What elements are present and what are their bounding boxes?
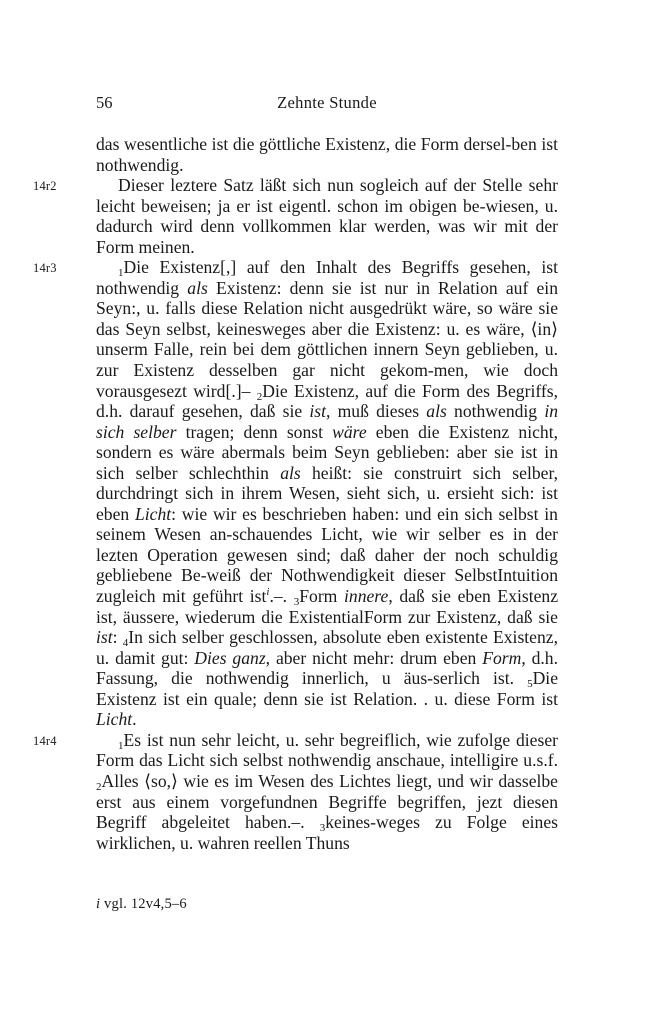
text-segment: heißt: sie construirt sich selber, durchdringt sich in ihrem Wesen, sieht sich, u. ersieht sich: ist eben <box>96 462 558 524</box>
text-segment: Form <box>299 586 345 607</box>
margin-reference: 14r3 <box>33 261 57 276</box>
running-title: Zehnte Stunde <box>277 93 377 112</box>
emphasis: Form <box>482 647 522 668</box>
text-segment: Die Existenz ist ein quale; denn sie ist Relation. . u. diese Form ist <box>96 668 558 709</box>
sentence-number: 5 <box>527 678 533 691</box>
text-segment: tragen; denn sonst <box>176 421 333 442</box>
paragraph-4 <box>33 729 558 853</box>
emphasis: ist <box>309 401 326 422</box>
page-number: 56 <box>96 93 113 112</box>
emphasis: Licht <box>134 503 172 524</box>
text-segment: das wesentliche ist die göttliche Existenz, die Form dersel-ben ist nothwendig. <box>96 134 558 175</box>
text-segment: In sich selber geschlossen, absolute eben existente Existenz, u. damit gut: <box>96 627 558 668</box>
emphasis: Licht <box>96 709 133 730</box>
margin-reference: 14r4 <box>33 733 57 748</box>
paragraph-3 <box>33 257 559 730</box>
text-segment: , aber nicht mehr: drum eben <box>265 647 483 668</box>
emphasis: innere <box>344 586 389 607</box>
page-header <box>96 93 558 117</box>
margin-reference: 14r2 <box>33 179 57 194</box>
text-segment: Es ist nun sehr leicht, u. sehr begreiflich, wie zufolge dieser Form das Licht sich selbst nothwendig anschaue, intelligire u.s.f. <box>96 729 558 771</box>
sentence-number: 1 <box>118 267 124 280</box>
sentence-number: 2 <box>96 780 102 793</box>
text-segment: Die Existenz, auf die Form des Begriffs, d.h. darauf gesehen, daß sie <box>96 380 558 422</box>
emphasis: als <box>187 277 208 298</box>
text-segment: , d.h. Fassung, die nothwendig innerlich, u äus-serlich ist. <box>96 647 559 689</box>
footnote <box>96 896 187 913</box>
sentence-number: 2 <box>256 390 263 403</box>
text-segment: , daß sie eben Existenz ist, äussere, wiederum die ExistentialForm zur Existenz, daß sie <box>96 586 559 627</box>
emphasis: in sich selber <box>96 401 558 442</box>
emphasis: ist <box>96 627 113 648</box>
text-segment: . <box>132 709 137 730</box>
footnote-text: vgl. 12v4,5–6 <box>100 896 187 912</box>
text-segment: keines-weges zu Folge eines wirklichen, u. wahren reellen Thuns <box>96 812 558 853</box>
text-segment: : wie wir es beschrieben haben: und ein sich selbst in seinem Wesen an-schauendes Licht, wie wir selber es in der lezten Operation gewesen sind; daß daher der noch schuldig gebliebene Be-weiß der Nothwendigkeit dieser SelbstIntuition zugleich mit geführt ist <box>96 503 558 607</box>
sentence-number: 1 <box>118 739 124 752</box>
text-segment: Die Existenz[,] auf den Inhalt des Begriffs gesehen, ist nothwendig <box>96 257 558 298</box>
emphasis: Dies ganz <box>194 647 266 668</box>
emphasis: als <box>426 401 447 422</box>
text-segment: Existenz: denn sie ist nur in Relation auf ein Seyn:, u. falls diese Relation nicht ausgedrükt wäre, so wäre sie das Seyn selbst, keinesweges aber die Existenz: u. es wäre, ⟨in⟩ unserm Falle, rein bei dem göttlichen innern Seyn geblieben, u. zur Existenz desselben gar nicht gekom-men, wie doch vorausgesezt wird[.]– <box>96 277 558 401</box>
text-segment: eben die Existenz nicht, sondern es wäre abermals beim Seyn geblieben: aber sie ist in sich selber schlechthin <box>96 421 558 483</box>
footnote-marker: i <box>266 586 270 599</box>
text-segment: : <box>112 627 123 648</box>
footnote-marker: i <box>96 896 101 912</box>
emphasis: als <box>280 462 301 483</box>
text-segment: nothwendig <box>446 401 545 422</box>
text-segment: Dieser leztere Satz läßt sich nun sogleich auf der Stelle sehr leicht beweisen; ja er ist eigentl. schon im obigen be-wiesen, u. dadurch wird denn vollkommen klar werden, was wir mit der Form meinen. <box>96 175 558 257</box>
paragraph-2 <box>33 175 558 257</box>
text-segment: , muß dieses <box>325 401 427 422</box>
text-segment: .–. <box>269 586 294 607</box>
paragraph-1 <box>96 134 558 175</box>
text-segment: Alles ⟨so,⟩ wie es im Wesen des Lichtes liegt, und wir dasselbe erst aus einem vorgefundnen Begriffe begriffen, jezt diesen Begriff abgeleitet haben.–. <box>96 770 558 833</box>
sentence-number: 4 <box>122 637 129 650</box>
sentence-number: 3 <box>293 596 300 609</box>
sentence-number: 3 <box>319 822 326 835</box>
emphasis: wäre <box>332 421 367 442</box>
main-text <box>33 134 559 853</box>
